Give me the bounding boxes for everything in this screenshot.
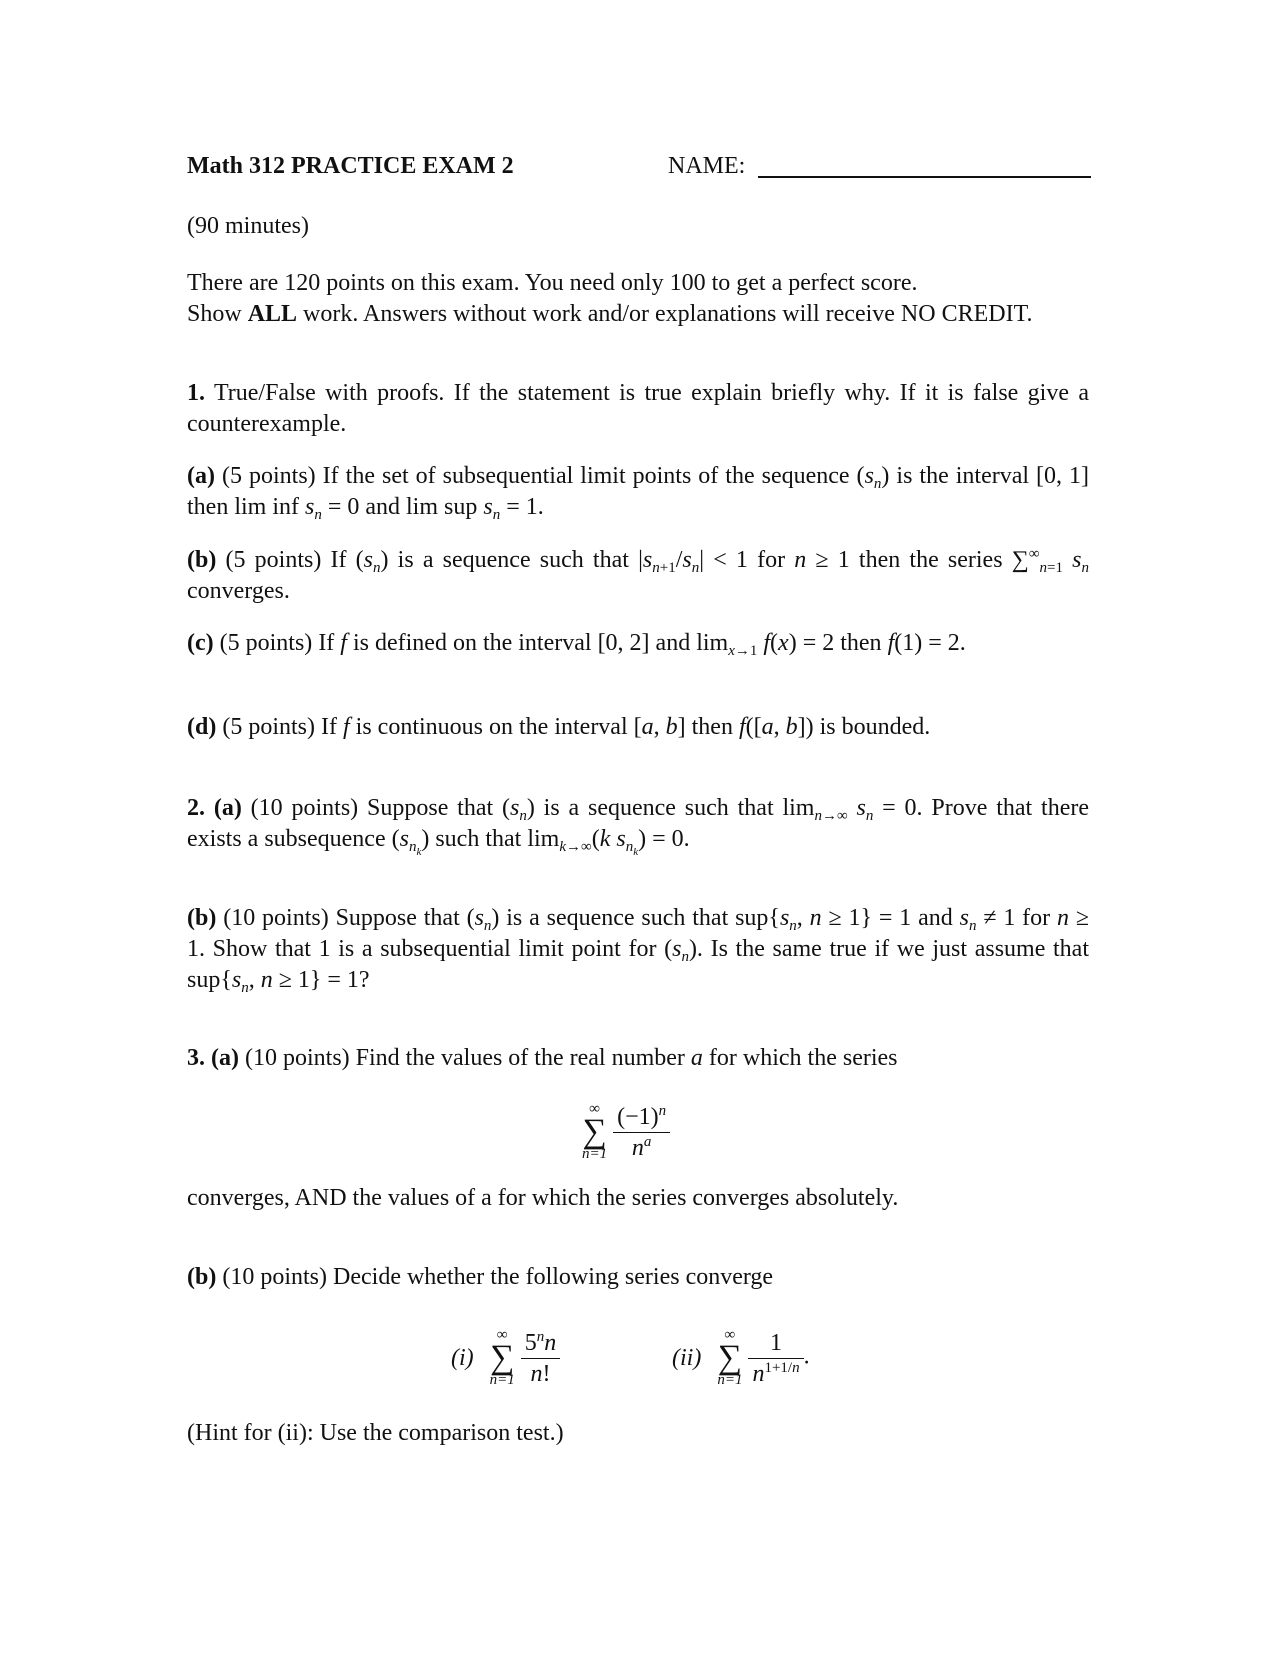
question-3b: (b) (10 points) Decide whether the following series converge: [187, 1264, 774, 1290]
question-3a-followup: converges, AND the values of a for which the series converges absolutely.: [187, 1185, 899, 1211]
question-3-hint: (Hint for (ii): Use the comparison test.): [187, 1420, 564, 1446]
series-3b-i-formula: (i) ∞ ∑ n=1 $\frac{5^nn}{n!}$: [451, 1328, 560, 1388]
question-1a: (a) (5 points) If the set of subsequential limit points of the sequence $(s_n)$ is the interval [0, 1] then lim inf $s_n = 0$ and lim sup $s_n = 1$.: [187, 463, 1090, 523]
sum-symbol-3b-i: ∞ ∑ n=1: [489, 1327, 515, 1388]
exam-duration: (90 minutes): [187, 213, 309, 239]
exam-instructions: [187, 268, 1089, 330]
sum-symbol-3a: ∞ ∑ n=1: [582, 1101, 608, 1162]
question-1d: (d) (5 points) If f is continuous on the interval [a, b] then f([a, b]) is bounded.: [187, 714, 931, 740]
series-3a-formula: [582, 1102, 670, 1162]
sum-symbol-3b-ii: ∞ ∑ n=1: [717, 1327, 743, 1388]
fraction-3b-ii: $\frac{1}{n^{1+1/n}}$: [748, 1331, 803, 1386]
series-3b-ii-formula: (ii) ∞ ∑ n=1 $\frac{1}{n^{1+1/n}}$ .: [672, 1327, 810, 1388]
question-2a: 2. (a) (10 points) Suppose that $(s_n)$ is a sequence such that $\lim_{n\to\infty} s_n = 0$. Prove that there exists a subsequence $(s_{n_k})$ such that $\lim_{k\to\infty}(k$ $s_{n_k}) = 0$.: [187, 795, 1090, 858]
fraction-3b-i: $\frac{5^nn}{n!}$: [521, 1331, 561, 1386]
question-1b: (b) (5 points) If $(s_n)$ is a sequence such that $|s_{n+1}/s_n| < 1$ for n ≥ 1 then the series $\sum^\infty_{n=1}$ $s_n$ converges.: [187, 546, 1089, 604]
name-label: NAME:: [668, 153, 746, 179]
instructions-line-1: There are 120 points on this exam. You need only 100 to get a perfect score.: [187, 270, 918, 296]
exam-title: Math 312 PRACTICE EXAM 2: [187, 153, 514, 179]
name-blank-line: [758, 176, 1091, 178]
question-3a: 3. (a) (10 points) Find the values of the real number a for which the series: [187, 1045, 898, 1071]
question-1c: (c) (5 points) If f is defined on the interval [0, 2] and $\lim_{x\to 1} f(x) = 2$ then f(1) = 2.: [187, 630, 966, 659]
question-1-intro: 1. True/False with proofs. If the statement is true explain briefly why. If it is false give a counterexample.: [187, 380, 1089, 437]
fraction-3a: $\frac{(-1)^n}{n^a}$: [613, 1105, 670, 1160]
instructions-line-2: Show ALL work. Answers without work and/or explanations will receive NO CREDIT.: [187, 301, 1033, 327]
question-2b: (b) (10 points) Suppose that $(s_n)$ is a sequence such that $sup\{s_n$, n ≥ 1} = 1 and $s_n \ne 1$ for n ≥ 1. Show that 1 is a subsequential limit point for $(s_n)$. Is the same true if we just assume that $sup\{s_n$, n ≥ 1} = 1?: [187, 905, 1090, 996]
